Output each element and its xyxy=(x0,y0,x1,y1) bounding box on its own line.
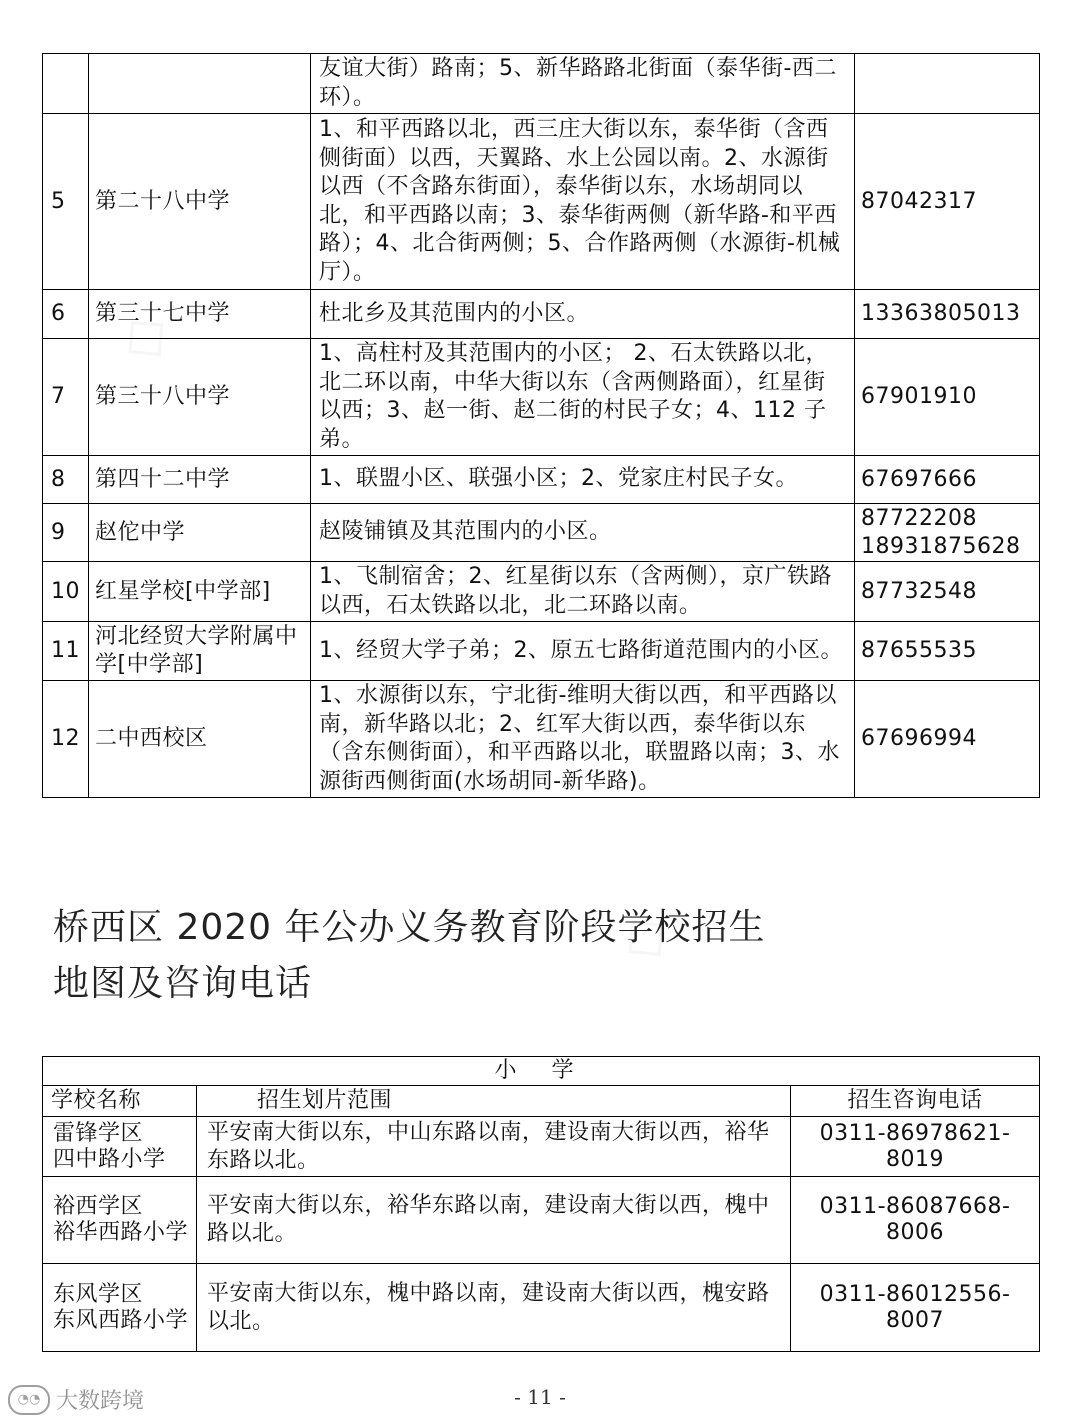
row-number xyxy=(43,54,89,114)
logo-icon: ◔◔ xyxy=(8,1385,50,1415)
heading-line-2: 地图及咨询电话 xyxy=(53,963,313,1004)
row-number: 5 xyxy=(43,114,89,290)
school-district: 东风学区 xyxy=(53,1281,144,1307)
table-row xyxy=(43,456,1040,504)
school-name: 第二十八中学 xyxy=(89,114,311,290)
phone: 87655535 xyxy=(855,622,1040,681)
range-text: 杜北乡及其范围内的小区。 xyxy=(311,290,855,339)
range-text: 1、和平西路以北，西三庄大街以东，泰华街（含西侧街面）以西，天翼路、水上公园以南。2、水源街以西（不含路东街面），泰华街以东，水场胡同以北，和平西路以南；3、泰华街两侧（新华路-和平西路）；4、北合街两侧；5、合作路两侧（水源街-机械厅）。 xyxy=(311,114,855,290)
table-row xyxy=(43,339,1040,456)
school-name: 红星学校[中学部] xyxy=(89,562,311,622)
table-row xyxy=(43,622,1040,681)
phone: 67696994 xyxy=(855,681,1040,798)
table-row xyxy=(43,562,1040,622)
range-text: 1、经贸大学子弟；2、原五七路街道范围内的小区。 xyxy=(311,622,855,681)
table-row xyxy=(43,1117,1040,1177)
row-number: 12 xyxy=(43,681,89,798)
phone: 67697666 xyxy=(855,456,1040,504)
school-district: 裕西学区 xyxy=(53,1194,144,1219)
range-text: 友谊大街）路南；5、新华路路北街面（泰华街-西二环）。 xyxy=(311,54,855,114)
table-row xyxy=(43,504,1040,562)
phone: 87042317 xyxy=(855,114,1040,290)
phone: 0311-86012556-8007 xyxy=(791,1264,1040,1352)
phone: 67901910 xyxy=(855,339,1040,456)
table-caption-row xyxy=(43,1057,1040,1086)
school-name: 第三十八中学 xyxy=(89,339,311,456)
phone xyxy=(855,504,1040,562)
range-text: 平安南大街以东，裕华东路以南，建设南大街以西，槐中路以北。 xyxy=(197,1177,791,1264)
table-row xyxy=(43,681,1040,798)
logo-text: 大数跨境 xyxy=(56,1389,145,1414)
row-number: 7 xyxy=(43,339,89,456)
table-row xyxy=(43,1177,1040,1264)
school-name xyxy=(43,1177,197,1264)
table-row xyxy=(43,290,1040,339)
school-title: 东风西路小学 xyxy=(53,1307,189,1333)
range-text: 1、飞制宿舍；2、红星街以东（含两侧），京广铁路以西，石太铁路以北，北二环路以南。 xyxy=(311,562,855,622)
school-name: 二中西校区 xyxy=(89,681,311,798)
range-text: 赵陵铺镇及其范围内的小区。 xyxy=(311,504,855,562)
middle-school-table xyxy=(42,53,1040,798)
table-row xyxy=(43,114,1040,290)
phone: 0311-86978621-8019 xyxy=(791,1117,1040,1177)
row-number: 10 xyxy=(43,562,89,622)
row-number: 9 xyxy=(43,504,89,562)
section-heading xyxy=(53,900,766,1012)
row-number: 11 xyxy=(43,622,89,681)
phone-line: 18931875628 xyxy=(861,533,1021,559)
header-range: 招生划片范围 xyxy=(197,1086,791,1117)
school-name xyxy=(43,1264,197,1352)
phone xyxy=(855,54,1040,114)
range-text: 1、水源街以东，宁北街-维明大街以西，和平西路以南，新华路以北；2、红军大街以西，泰华街以东（含东侧街面），和平西路以北，联盟路以南；3、水源街西侧街面(水场胡同-新华路)。 xyxy=(311,681,855,798)
phone: 13363805013 xyxy=(855,290,1040,339)
school-title: 裕华西路小学 xyxy=(53,1220,189,1245)
range-text: 1、联盟小区、联强小区；2、党家庄村民子女。 xyxy=(311,456,855,504)
row-number: 8 xyxy=(43,456,89,504)
school-name: 第四十二中学 xyxy=(89,456,311,504)
range-text: 平安南大街以东，中山东路以南，建设南大街以西，裕华东路以北。 xyxy=(197,1117,791,1177)
row-number: 6 xyxy=(43,290,89,339)
school-name: 第三十七中学 xyxy=(89,290,311,339)
header-phone: 招生咨询电话 xyxy=(791,1086,1040,1117)
table-caption: 小 学 xyxy=(43,1057,1040,1086)
school-district: 雷锋学区 xyxy=(53,1120,144,1146)
school-name: 赵佗中学 xyxy=(89,504,311,562)
table-row xyxy=(43,54,1040,114)
range-text: 1、高柱村及其范围内的小区； 2、石太铁路以北，北二环以南，中华大街以东（含两侧路面），红星街以西；3、赵一街、赵二街的村民子女；4、112 子弟。 xyxy=(311,339,855,456)
primary-school-table xyxy=(42,1056,1040,1352)
table-row xyxy=(43,1264,1040,1352)
phone: 87732548 xyxy=(855,562,1040,622)
header-school: 学校名称 xyxy=(43,1086,197,1117)
phone: 0311-86087668-8006 xyxy=(791,1177,1040,1264)
school-name xyxy=(43,1117,197,1177)
school-name xyxy=(89,54,311,114)
phone-line: 87722208 xyxy=(861,505,977,531)
heading-line-1: 桥西区 2020 年公办义务教育阶段学校招生 xyxy=(53,907,766,948)
page-number: - 11 - xyxy=(514,1385,566,1409)
school-name: 河北经贸大学附属中学[中学部] xyxy=(89,622,311,681)
table-header-row xyxy=(43,1086,1040,1117)
school-title: 四中路小学 xyxy=(53,1146,166,1172)
range-text: 平安南大街以东，槐中路以南，建设南大街以西，槐安路以北。 xyxy=(197,1264,791,1352)
